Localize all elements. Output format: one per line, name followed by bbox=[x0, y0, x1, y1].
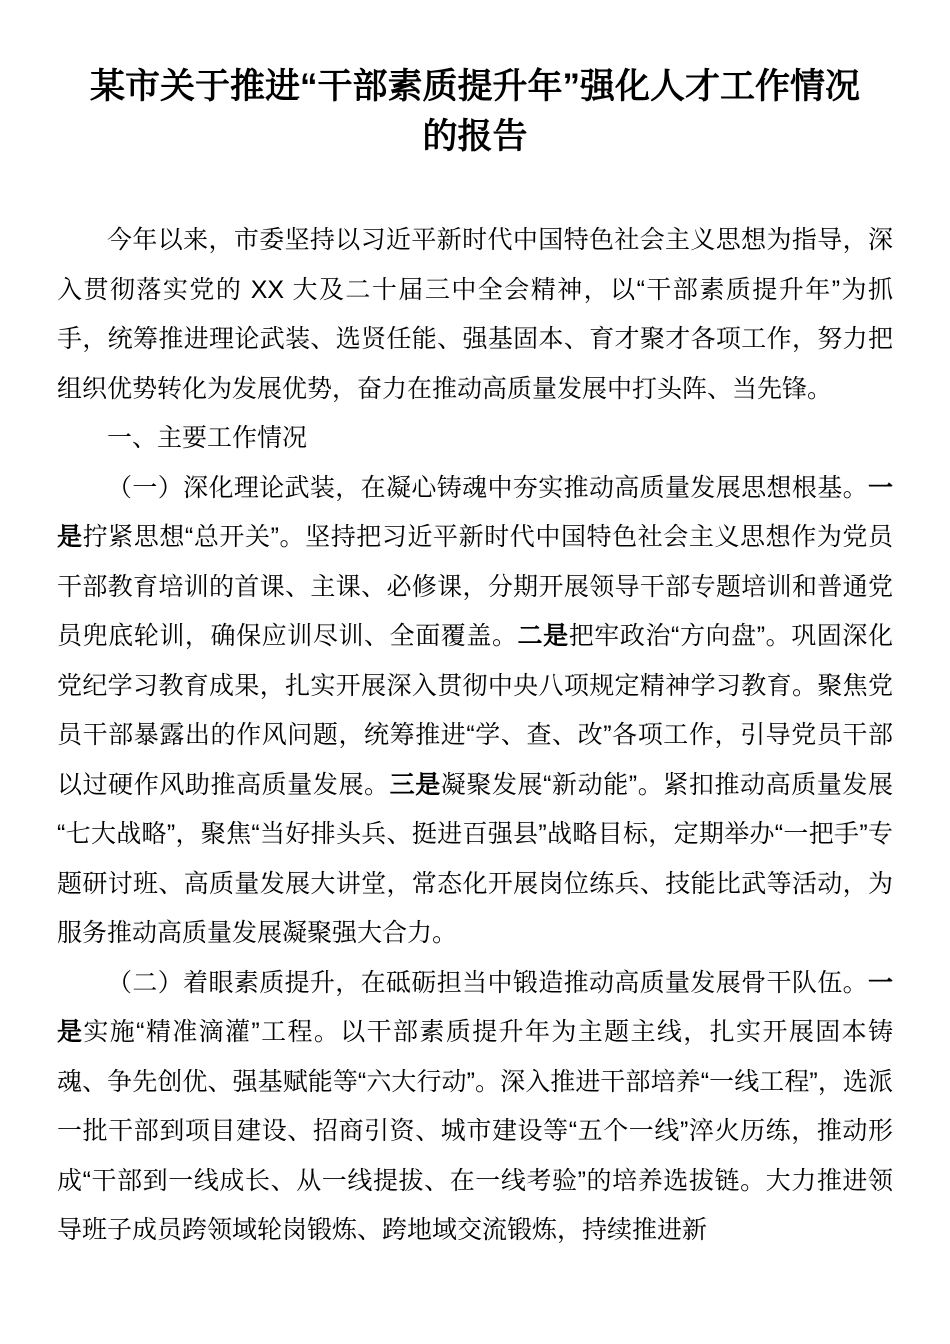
text-run: 今年以来，市委坚持以习近平新时代中国特色社会主义思想为指导，深入贯彻落实党的 XX 大及二十届三中全会精神，以“干部素质提升年”为抓手，统筹推进理论武装、选贤任能、强基固本、育才聚才各项工作，努力把组织优势转化为发展优势，奋力在推动高质量发展中打头阵、当先锋。 bbox=[57, 226, 893, 403]
text-run: 实施“精准滴灌”工程。以干部素质提升年为主题主线，扎实开展固本铸魂、争先创优、强基赋能等“六大行动”。深入推进干部培养“一线工程”，选派一批干部到项目建设、招商引资、城市建设等“五个一线”淬火历练，推动形成“干部到一线成长、从一线提拔、在一线考验”的培养选拔链。大力推进领导班子成员跨领域轮岗锻炼、跨地域交流锻炼，持续推进新 bbox=[57, 1018, 893, 1244]
document-title-line2: 的报告 bbox=[422, 117, 528, 156]
document-content bbox=[0, 62, 950, 1256]
text-run: （二）着眼素质提升，在砥砺担当中锻造推动高质量发展骨干队伍。 bbox=[107, 968, 868, 997]
bold-text-run: 二是 bbox=[517, 622, 569, 650]
text-run: （一）深化理论武装，在凝心铸魂中夯实推动高质量发展思想根基。 bbox=[107, 473, 868, 502]
document-title-line1: 某市关于推进“干部素质提升年”强化人才工作情况 bbox=[89, 67, 860, 106]
text-run: 拧紧思想“总开关”。坚持把习近平新时代中国特色社会主义思想作为党员干部教育培训的首课、主课、必修课，分期开展领导干部专题培训和普通党员兜底轮训，确保应训尽训、全面覆盖。 bbox=[57, 523, 893, 650]
document-body bbox=[57, 216, 893, 1256]
body-paragraph bbox=[57, 216, 893, 414]
text-run: 凝聚发展“新动能”。紧扣推动高质量发展“七大战略”，聚焦“当好排头兵、挺进百强县”战略目标，定期举办“一把手”专题研讨班、高质量发展大讲堂，常态化开展岗位练兵、技能比武等活动，为服务推动高质量发展凝聚强大合力。 bbox=[57, 770, 893, 947]
section-heading bbox=[57, 414, 893, 464]
body-paragraph bbox=[57, 464, 893, 959]
bold-text-run: 一是 bbox=[57, 473, 893, 551]
bold-text-run: 一是 bbox=[57, 968, 893, 1046]
bold-text-run: 三是 bbox=[389, 770, 441, 799]
text-run: 一、主要工作情况 bbox=[107, 424, 308, 452]
document-title bbox=[57, 62, 893, 162]
text-run: 把牢政治“方向盘”。巩固深化党纪学习教育成果，扎实开展深入贯彻中央八项规定精神学习教育。聚焦党员干部暴露出的作风问题，统筹推进“学、查、改”各项工作，引导党员干部以过硬作风助推高质量发展。 bbox=[57, 622, 893, 799]
body-paragraph bbox=[57, 959, 893, 1256]
